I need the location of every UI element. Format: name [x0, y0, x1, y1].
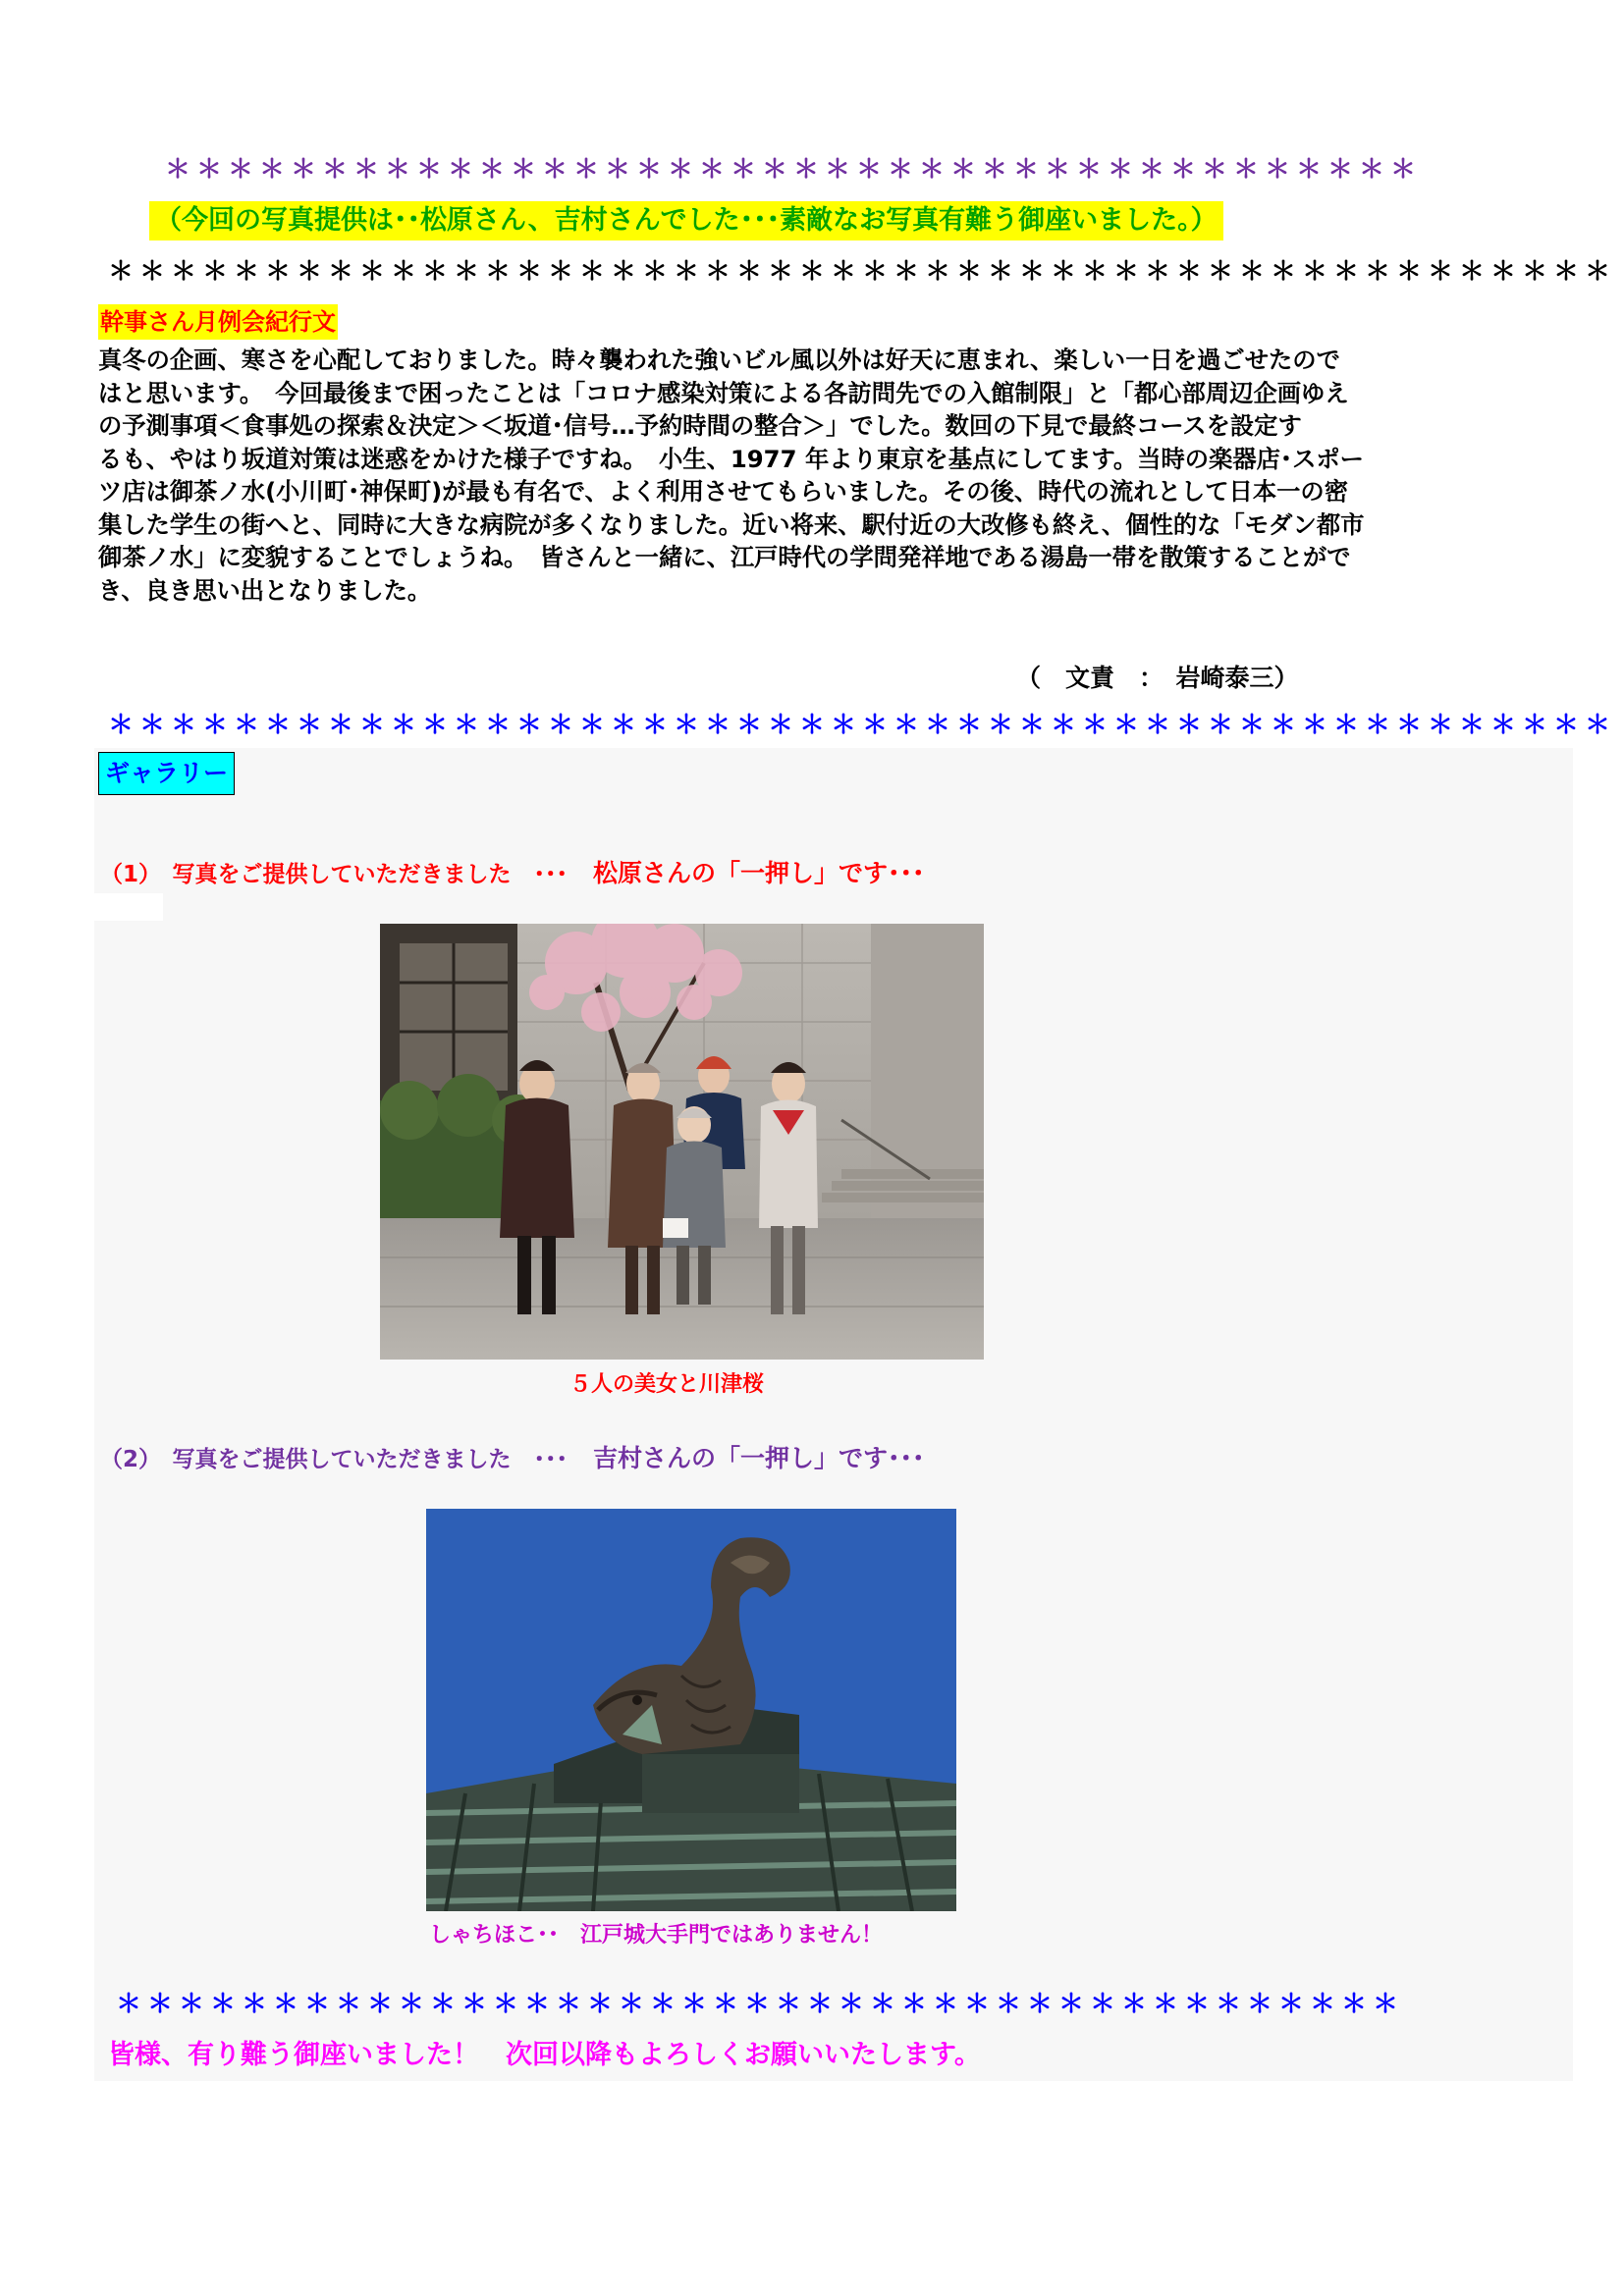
gallery-item-lead: （1） 写真をご提供していただきました ･･･	[100, 862, 568, 887]
section-title: 幹事さん月例会紀行文	[98, 304, 338, 340]
panel-gap	[94, 893, 163, 921]
photo-1-caption: ５人の美女と川津桜	[569, 1372, 765, 1397]
essay-line: 真冬の企画、寒さを心配しておりました。時々襲われた強いビル風以外は好天に恵まれ、楽しい一日を過ごせたので	[98, 346, 1340, 374]
essay-line: 集した学生の街へと、同時に大きな病院が多くなりました。近い将来、駅付近の大改修も終え、個性的な「モダン都市	[98, 509, 1365, 539]
essay-line: るも、やはり坂道対策は迷惑をかけた様子ですね。 小生、1977 年より東京を基点にしてます。当時の楽器店･スポー	[98, 444, 1364, 473]
gallery-label: ギャラリー	[98, 752, 235, 795]
essay-line: の予測事項＜食事処の探索＆決定＞＜坂道･信号…予約時間の整合＞」でした。数回の下見で最終コースを設定す	[98, 411, 1302, 440]
photo-2-caption: しゃちほこ･･ 江戸城大手門ではありません！	[429, 1923, 884, 1948]
essay-line: はと思います。 今回最後まで困ったことは「コロナ感染対策による各訪問先での入館制限」と「都心部周辺企画ゆえ	[98, 378, 1349, 407]
essay-line: き、良き思い出となりました。	[98, 575, 432, 605]
photo-credit-banner: （今回の写真提供は･･松原さん、吉村さんでした･･･素敵なお写真有難う御座いました。）	[149, 201, 1223, 240]
essay-line: ツ店は御茶ノ水(小川町･神保町)が最も有名で、よく利用させてもらいました。その後、時代の流れとして日本一の密	[98, 477, 1349, 506]
gallery-item-contributor: 吉村さんの「一押し」です･･･	[593, 1444, 925, 1472]
essay-line: 御茶ノ水」に変貌することでしょうね。 皆さんと一緒に、江戸時代の学問発祥地である湯島一帯を散策することがで	[98, 543, 1351, 571]
star-divider-black: ＊＊＊＊＊＊＊＊＊＊＊＊＊＊＊＊＊＊＊＊＊＊＊＊＊＊＊＊＊＊＊＊＊＊＊＊＊＊＊＊＊＊＊＊＊＊＊＊	[108, 257, 1617, 287]
author-signature: （ 文責 ： 岩崎泰三）	[1016, 664, 1299, 692]
star-divider-blue-bottom: ＊＊＊＊＊＊＊＊＊＊＊＊＊＊＊＊＊＊＊＊＊＊＊＊＊＊＊＊＊＊＊＊＊＊＊＊＊＊＊＊＊	[116, 1990, 1405, 2019]
gallery-item-contributor: 松原さんの「一押し」です･･･	[593, 859, 925, 887]
gallery-item-1-heading	[100, 854, 925, 889]
star-divider-purple: ＊＊＊＊＊＊＊＊＊＊＊＊＊＊＊＊＊＊＊＊＊＊＊＊＊＊＊＊＊＊＊＊＊＊＊＊＊＊＊＊	[165, 155, 1423, 185]
essay-body	[98, 344, 1571, 607]
shachihoko-roof-image	[426, 1509, 956, 1911]
closing-message: 皆様、有り難う御座いました！ 次回以降もよろしくお願いいたします。	[108, 2040, 981, 2070]
gallery-item-2-heading	[100, 1439, 925, 1474]
group-photo-image	[380, 924, 984, 1360]
star-divider-blue: ＊＊＊＊＊＊＊＊＊＊＊＊＊＊＊＊＊＊＊＊＊＊＊＊＊＊＊＊＊＊＊＊＊＊＊＊＊＊＊＊＊＊＊＊＊＊＊＊	[108, 711, 1617, 740]
gallery-item-lead: （2） 写真をご提供していただきました ･･･	[100, 1447, 568, 1472]
